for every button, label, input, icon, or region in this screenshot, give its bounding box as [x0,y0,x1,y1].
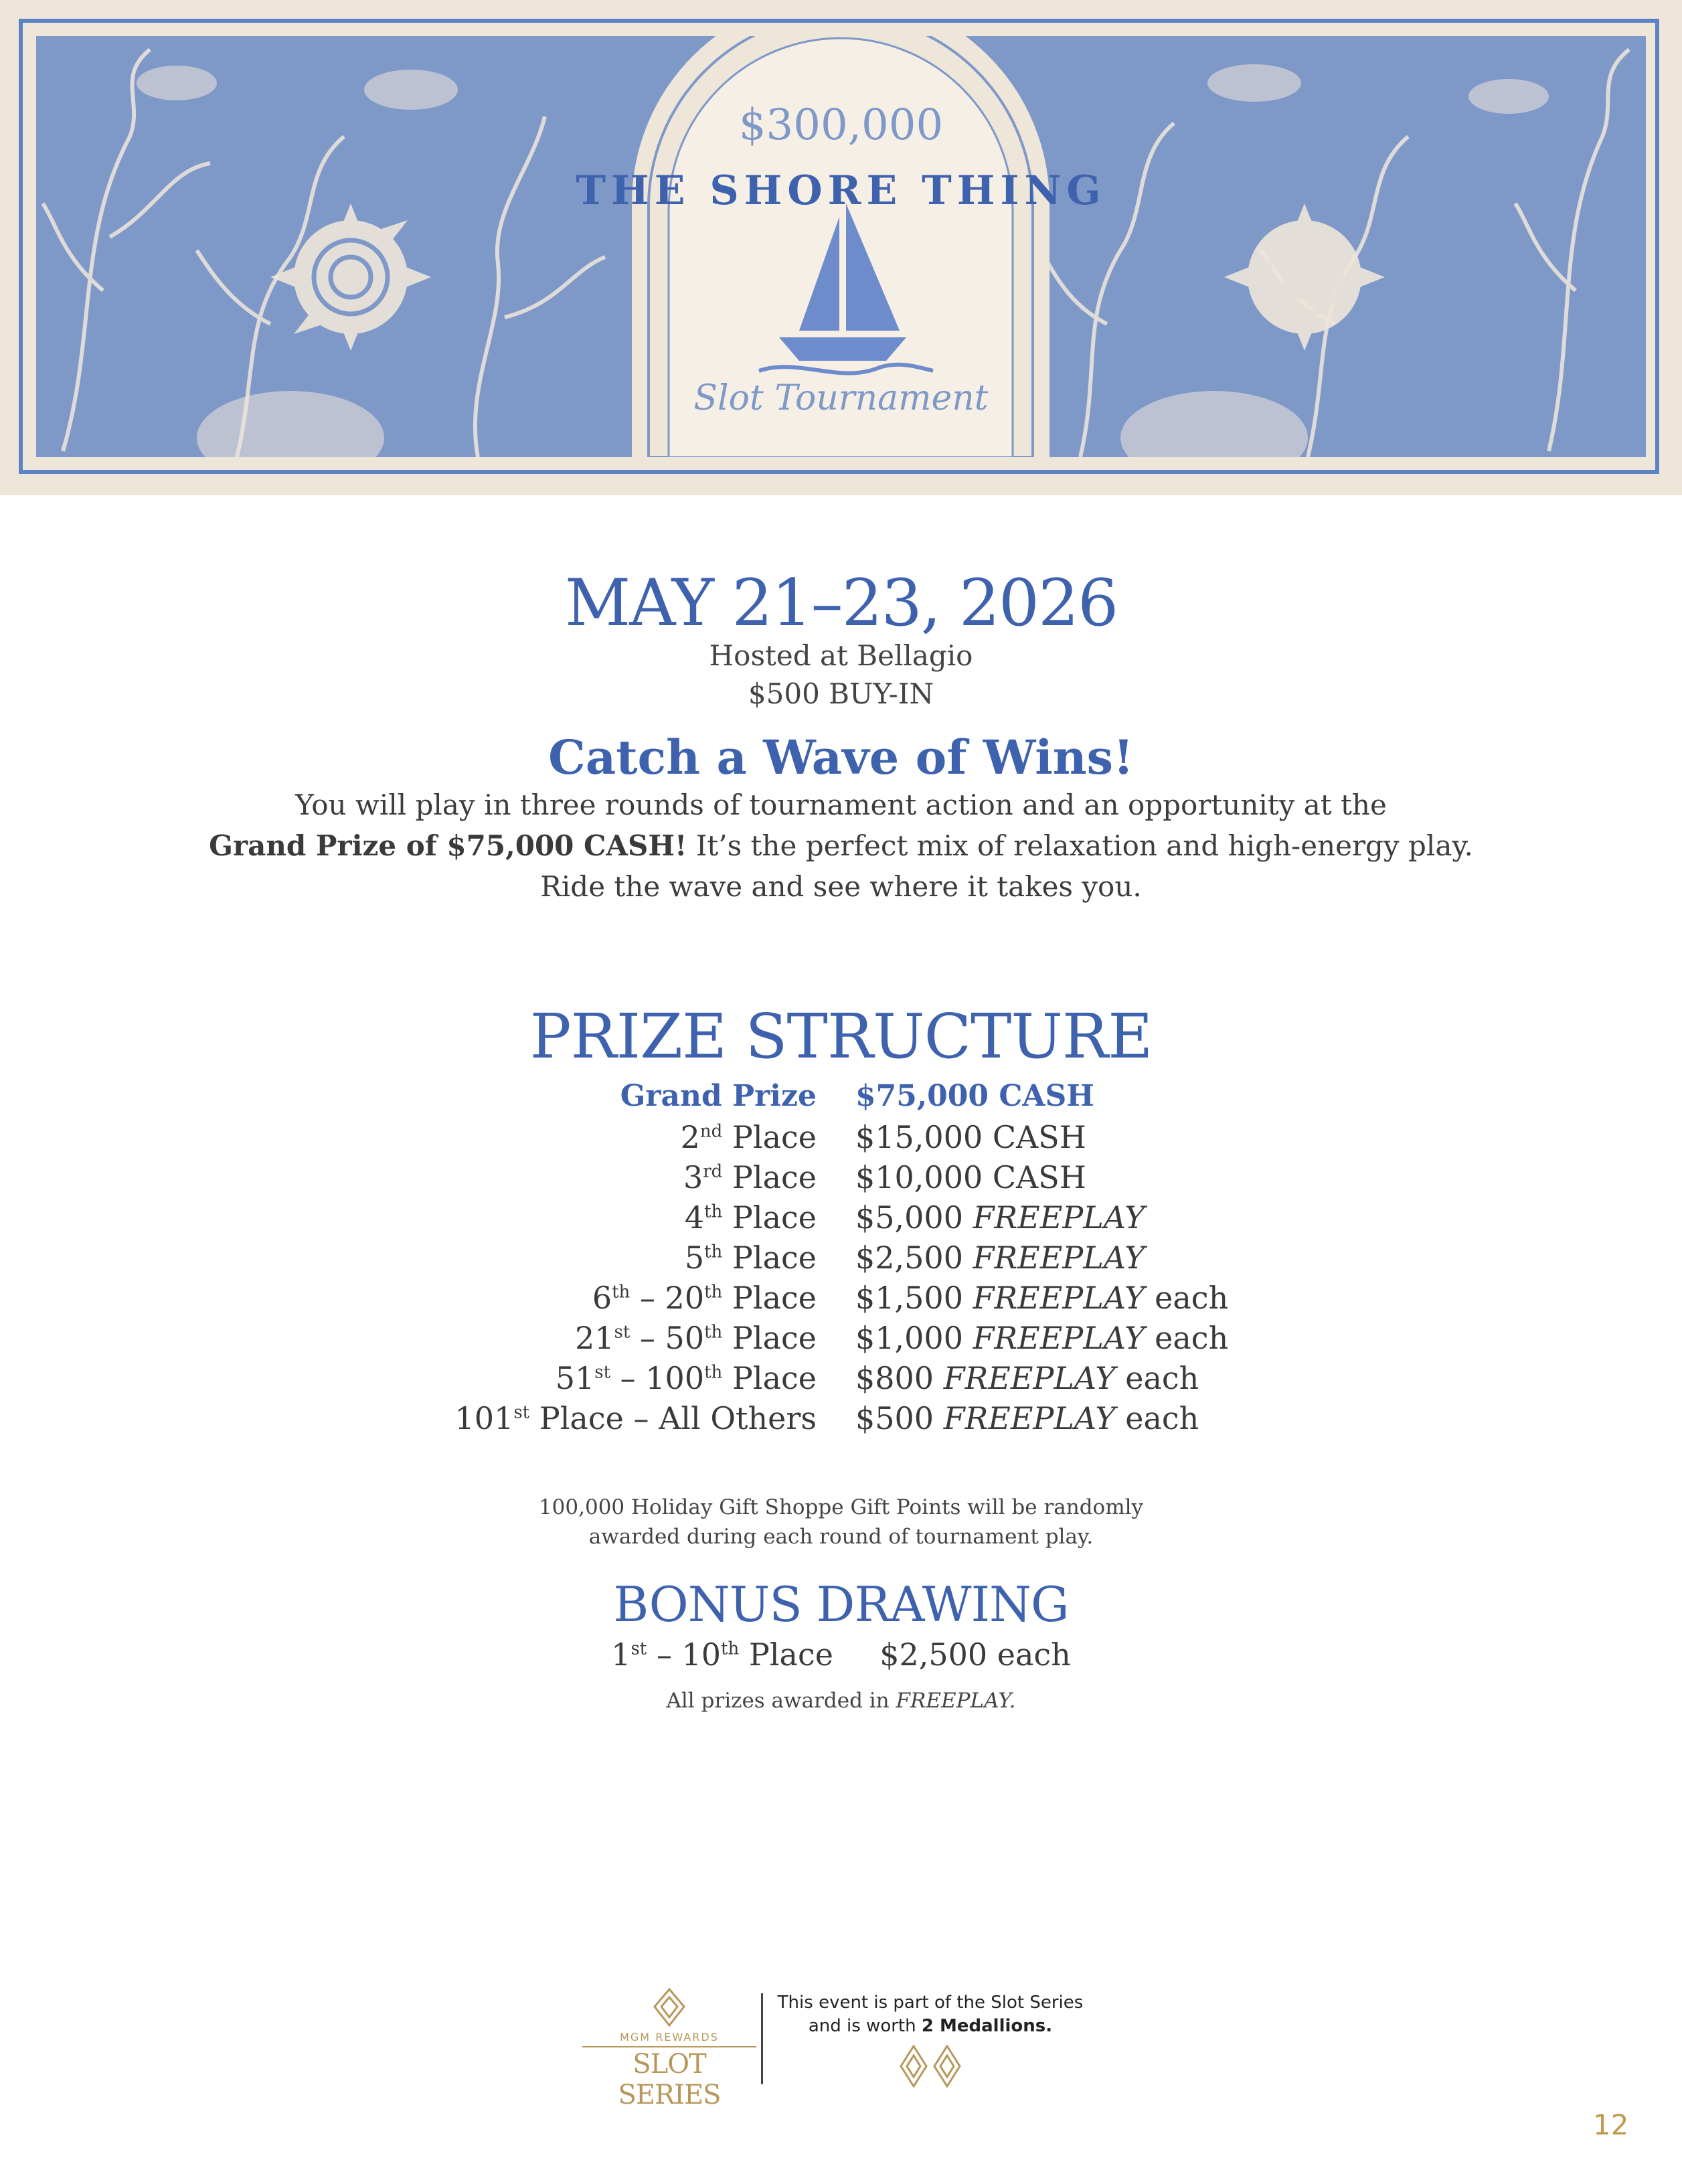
banner-amount: $300,000 [738,100,944,150]
prize-amount-type: FREEPLAY [973,1240,1145,1276]
place-suffix: th [704,1201,723,1222]
prize-amount [855,1400,1199,1436]
prize-amount [855,1280,1228,1316]
prize-row [0,1119,1682,1159]
place-label: Place [732,1159,817,1195]
prize-amount-type: FREEPLAY [973,1280,1145,1316]
prize-amount-type: FREEPLAY [973,1199,1145,1236]
event-buyin: $500 BUY-IN [748,677,934,710]
all-prizes-note [0,1689,1682,1713]
prize-amount-type: FREEPLAY [943,1400,1116,1436]
footer-text [770,1991,1091,2088]
prize-amount-value: $500 [855,1400,934,1436]
prize-amount [855,1360,1199,1396]
place-suffix: th [704,1242,723,1262]
place-number: 101 [454,1400,514,1436]
prize-place [685,1240,817,1276]
place-label: Place [732,1360,817,1396]
place-number: 3 [683,1159,703,1195]
bonus-row [0,1636,1682,1673]
prize-place [575,1320,817,1356]
prize-amount [855,1320,1228,1356]
prize-place [683,1159,817,1195]
bonus-sup: st [630,1639,647,1659]
bonus-drawing-title: BONUS DRAWING [613,1576,1069,1632]
prize-amount-value: $1,000 [855,1320,963,1356]
bonus-place [611,1636,833,1673]
bonus-amount: $2,500 each [879,1636,1071,1673]
place-separator: – [630,1280,665,1316]
place-number: 2 [680,1119,700,1155]
place-separator: – [610,1360,646,1396]
prize-amount-value: $15,000 CASH [855,1119,1086,1155]
place-suffix-end: th [704,1282,723,1303]
diamond-logo-icon [649,1988,689,2027]
prize-amount-suffix: each [1115,1400,1199,1436]
prize-place [685,1199,817,1236]
note-line-1: 100,000 Holiday Gift Shoppe Gift Points will be randomly [538,1495,1144,1519]
shell-left [270,203,431,351]
prize-amount-type: FREEPLAY [943,1360,1116,1396]
event-headline: Catch a Wave of Wins! [548,730,1134,785]
prize-amount-value: $2,500 [855,1240,963,1276]
place-separator: – [630,1320,665,1356]
place-label: Place [732,1240,817,1276]
prize-row [0,1199,1682,1240]
place-label: Place [732,1320,817,1356]
prize-place [455,1400,817,1436]
place-suffix-end: th [704,1322,723,1343]
banner-subtitle: Slot Tournament [693,378,989,418]
prize-row [0,1360,1682,1400]
desc-bold: Grand Prize of $75,000 CASH! [209,829,687,862]
bonus-place-label: Place [748,1636,833,1673]
place-number: 5 [684,1240,705,1276]
prize-amount [855,1119,1086,1155]
prize-amount: $75,000 CASH [855,1079,1094,1113]
logo-bottom-text: SLOT SERIES [582,2046,756,2110]
bonus-sep: – [647,1636,682,1673]
prize-place [681,1119,817,1155]
place-number-end: 100 [645,1360,705,1396]
place-suffix: st [594,1362,611,1383]
footer-line-2 [770,2015,1091,2038]
place-number-end: 20 [665,1280,705,1316]
banner [0,0,1682,495]
page-number: 12 [1593,2108,1629,2141]
desc-line-1: You will play in three rounds of tournament action and an opportunity at the [295,788,1387,821]
prize-amount-type: FREEPLAY [973,1320,1145,1356]
event-dates: MAY 21–23, 2026 [564,566,1118,641]
prize-place: Grand Prize [620,1079,817,1113]
event-host: Hosted at Bellagio [709,639,973,672]
place-number: 6 [592,1280,612,1316]
prize-amount-suffix: each [1115,1360,1199,1396]
prize-amount-suffix: each [1145,1280,1229,1316]
medallion-icons [897,2045,964,2088]
prize-amount-value: $5,000 [855,1199,963,1236]
prize-row [0,1280,1682,1320]
all-prizes-text: All prizes awarded in [666,1689,890,1713]
place-label: Place – All Others [539,1400,817,1436]
place-label: Place [732,1280,817,1316]
note-line-2: awarded during each round of tournament play. [588,1525,1094,1549]
prize-place [592,1280,817,1316]
desc-line-2-rest: It’s the perfect mix of relaxation and high-energy play. [687,829,1473,862]
prize-amount [855,1199,1145,1236]
place-suffix: rd [703,1161,723,1182]
place-number: 4 [684,1199,705,1236]
place-number: 51 [555,1360,595,1396]
footer-line-2-text: and is worth [808,2016,916,2036]
prize-amount [855,1240,1145,1276]
prize-row [0,1400,1682,1440]
banner-title: THE SHORE THING [576,167,1106,214]
place-suffix-end: th [704,1362,723,1383]
prize-structure-title: PRIZE STRUCTURE [529,1001,1153,1072]
place-number-end: 50 [665,1320,705,1356]
desc-line-2 [0,825,1682,866]
bonus-sup2: th [721,1639,740,1659]
prize-row [0,1159,1682,1199]
place-label: Place [732,1199,817,1236]
footer-divider [761,1993,763,2084]
bonus-n: 1 [611,1636,631,1673]
footer-line-1: This event is part of the Slot Series [777,1993,1084,2013]
desc-line-3: Ride the wave and see where it takes you. [540,870,1142,903]
logo-top-text: MGM REWARDS [620,2031,719,2043]
place-suffix: nd [699,1121,723,1142]
place-suffix: th [612,1282,630,1303]
place-suffix: st [614,1322,630,1343]
prize-row [0,1240,1682,1280]
prize-amount [855,1159,1086,1195]
prize-amount-value: $10,000 CASH [855,1159,1086,1195]
place-number: 21 [574,1320,614,1356]
prize-place [556,1360,817,1396]
place-suffix: st [513,1402,530,1423]
footer-medallions: 2 Medallions. [921,2016,1053,2036]
prize-amount-value: $800 [855,1360,934,1396]
place-label: Place [732,1119,817,1155]
mgm-slot-series-logo [582,1988,756,2110]
prize-row [0,1320,1682,1360]
bonus-n2: 10 [681,1636,722,1673]
shell-right [1224,203,1385,351]
prize-amount-value: $1,500 [855,1280,963,1316]
event-description [0,784,1682,907]
all-prizes-italic: FREEPLAY. [896,1689,1016,1713]
gift-points-note [0,1493,1682,1551]
prize-amount-suffix: each [1145,1320,1229,1356]
prize-row-grand [0,1079,1682,1119]
